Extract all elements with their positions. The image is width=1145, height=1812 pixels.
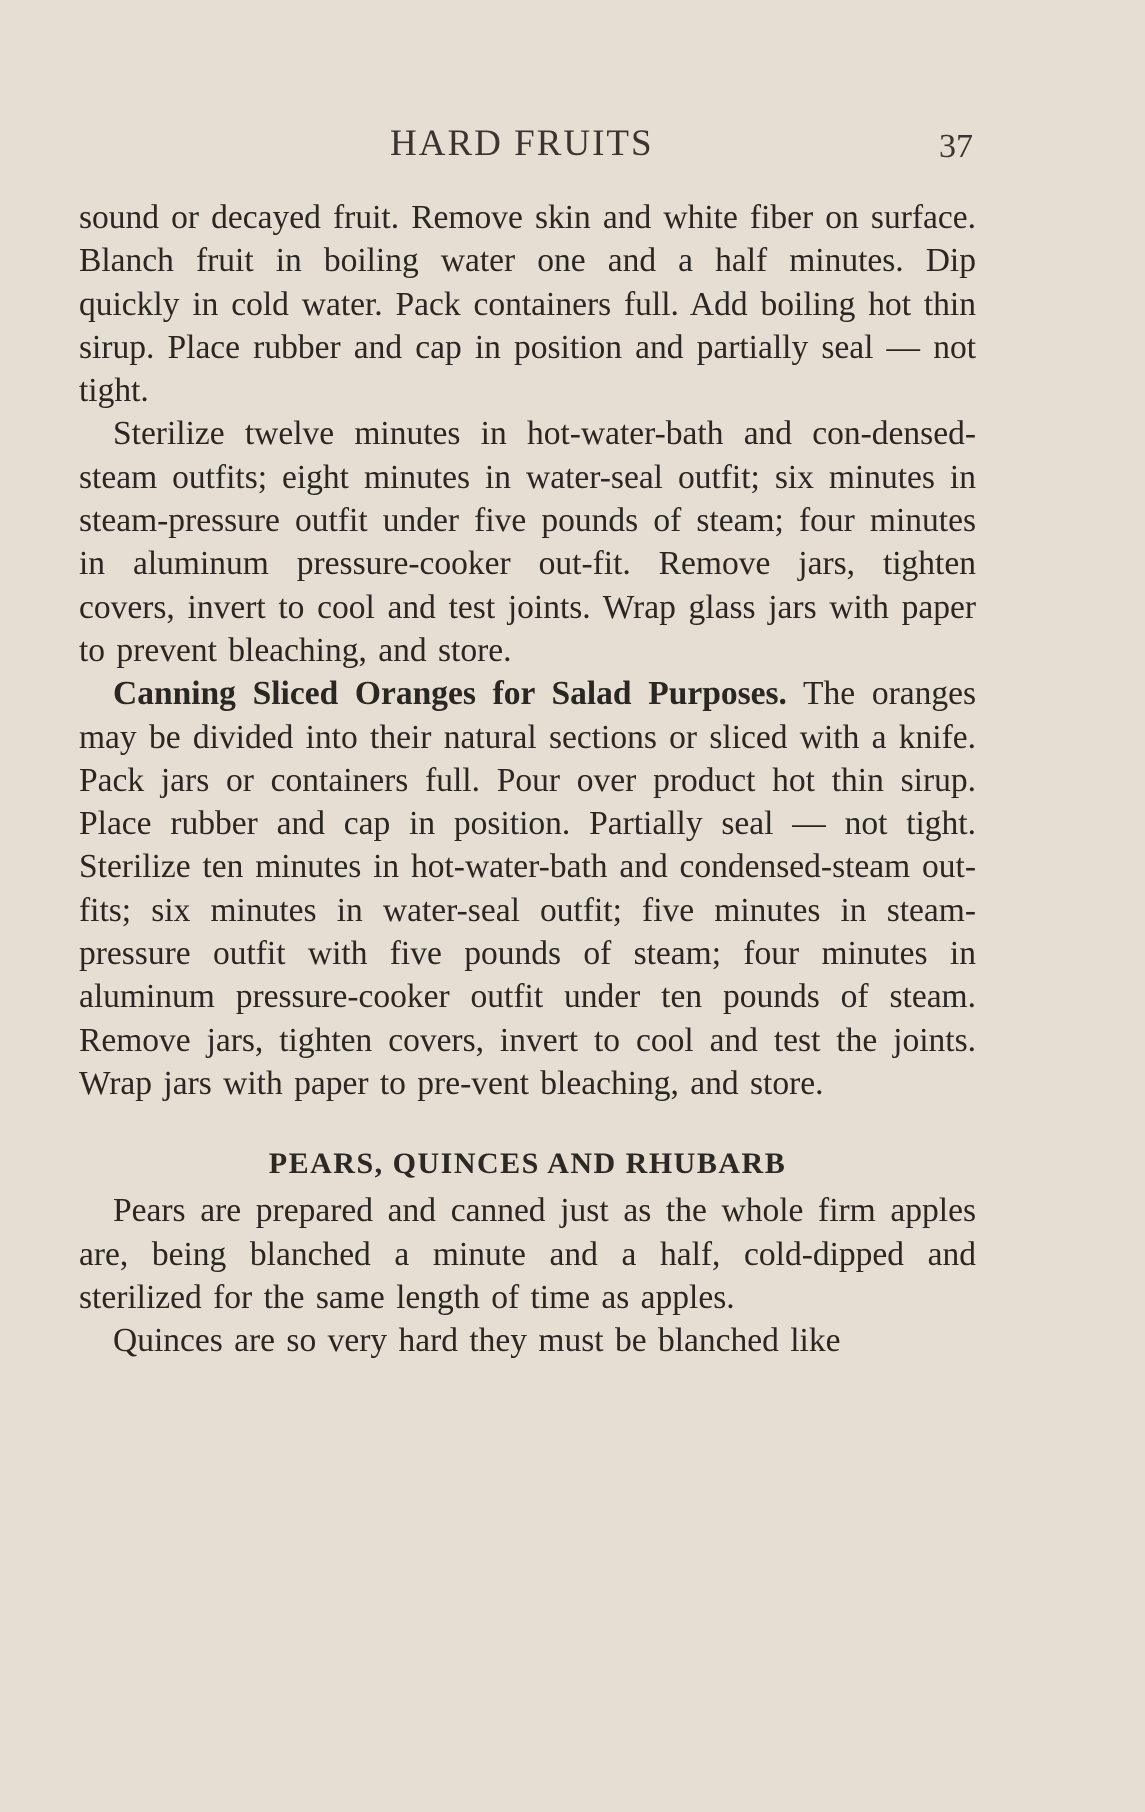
paragraph-text: Quinces are so very hard they must be blanched like [113,1322,841,1360]
paragraph-sliced-oranges [79,672,976,1105]
paragraph-text: Pears are prepared and canned just as the whole firm apples are, being blanched a minute and a half, cold-dipped and sterilized for the same length of time as apples. [79,1192,976,1316]
run-in-heading: Canning Sliced Oranges for Salad Purposes. [113,675,787,713]
section-heading: PEARS, QUINCES AND RHUBARB [268,1147,787,1181]
running-title: HARD FRUITS [390,123,654,164]
running-head [0,118,1145,168]
paragraph-text: sound or decayed fruit. Remove skin and white fiber on surface. Blanch fruit in boiling water one and a half minutes. Dip quickly in cold water. Pack containers full. Add boiling hot thin sirup. Place rubber and cap in position and partially seal — not tight. [79,199,976,410]
body-text [79,196,976,1362]
paragraph-continued [79,196,976,412]
paragraph-quinces [79,1319,976,1362]
paragraph-text: Sterilize twelve minutes in hot-water-bath and con-densed-steam outfits; eight minutes in water-seal outfit; six minutes in steam-pressure outfit under five pounds of steam; four minutes in aluminum pressure-cooker out-fit. Remove jars, tighten covers, invert to cool and test joints. Wrap glass jars with paper to prevent bleaching, and store. [79,415,976,669]
paragraph-pears [79,1189,976,1319]
paragraph-sterilize [79,412,976,672]
page-number: 37 [939,128,973,165]
paragraph-text: The oranges may be divided into their natural sections or sliced with a knife. Pack jars or containers full. Pour over product hot thin sirup. Place rubber and cap in position. Partially seal — not tight. Sterilize ten minutes in hot-water-bath and condensed-steam out-fits; six minutes in water-seal outfit; five minutes in steam-pressure outfit with five pounds of steam; four minutes in aluminum pressure-cooker outfit under ten pounds of steam. Remove jars, tighten covers, invert to cool and test the joints. Wrap jars with paper to pre-vent bleaching, and store. [79,675,977,1102]
